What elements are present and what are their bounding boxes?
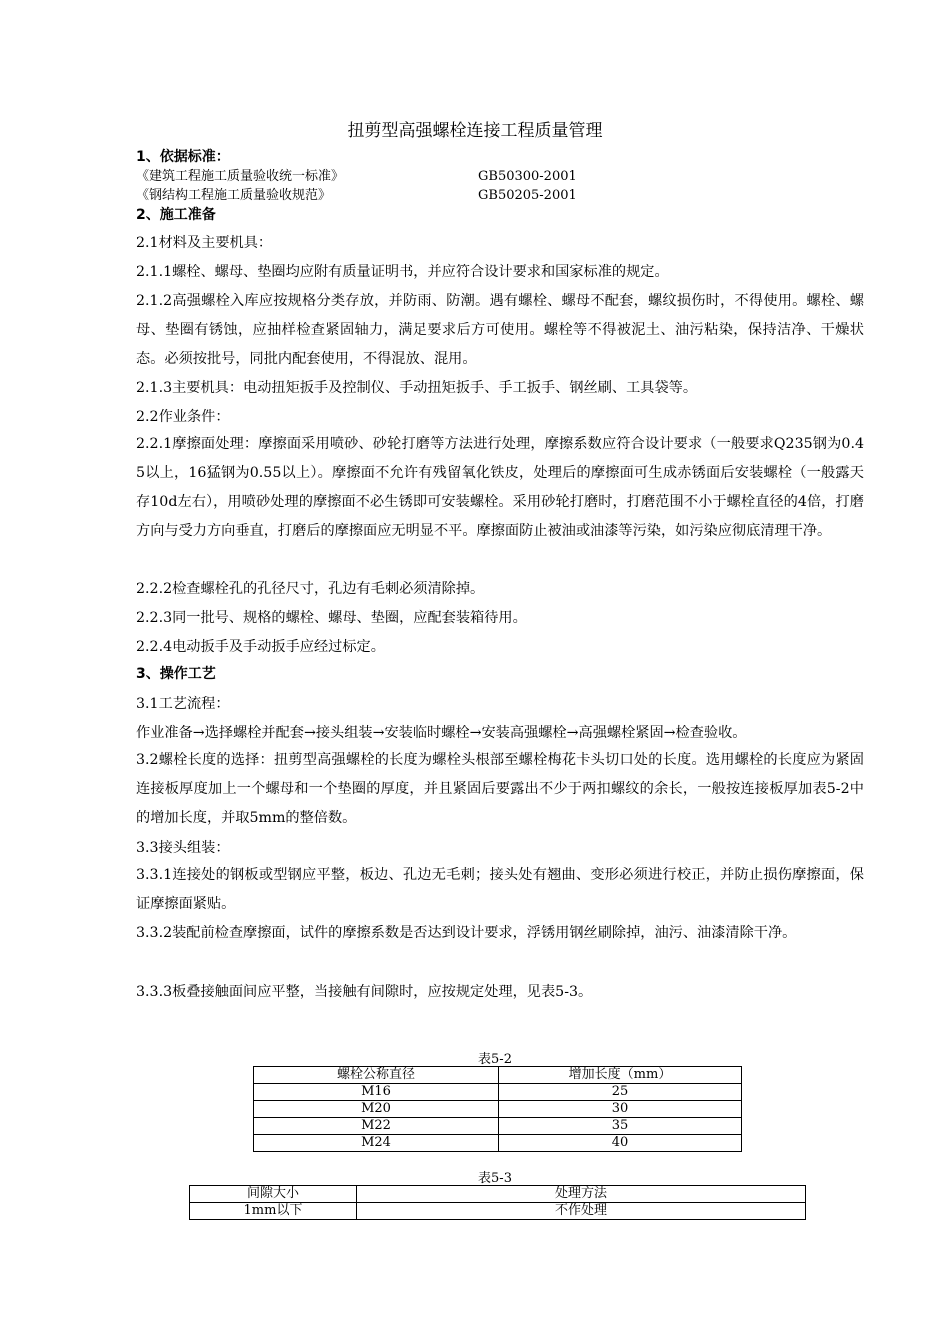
section-3-heading: 3、操作工艺 xyxy=(136,666,216,682)
table-cell: 1mm以下 xyxy=(190,1203,357,1220)
para-2-1-2: 2.1.2高强螺栓入库应按规格分类存放，并防雨、防潮。遇有螺栓、螺母不配套，螺纹损伤时，不得使用。螺栓、螺母、垫圈有锈蚀，应抽样检查紧固轴力，满足要求后方可使用。螺栓等不得被泥土、油污粘染，保持洁净、干燥状态。必须按批号，同批内配套使用，不得混放、混用。 xyxy=(136,293,864,367)
section-1-heading: 1、依据标准： xyxy=(136,149,230,165)
table-row xyxy=(254,1135,742,1152)
table-5-2-caption: 表5-2 xyxy=(478,1052,512,1067)
para-3-3: 3.3接头组装： xyxy=(136,840,230,856)
table-cell: M24 xyxy=(254,1135,499,1152)
para-2-1-3: 2.1.3主要机具：电动扭矩扳手及控制仪、手动扭矩扳手、手工扳手、钢丝刷、工具袋等。 xyxy=(136,380,698,396)
para-2-2-1: 2.2.1摩擦面处理：摩擦面采用喷砂、砂轮打磨等方法进行处理，摩擦系数应符合设计要求（一般要求Q235钢为0.45以上，16猛钢为0.55以上）。摩擦面不允许有残留氧化铁皮，处理后的摩擦面可生成赤锈面后安装螺栓（一般露天存10d左右），用喷砂处理的摩擦面不必生锈即可安装螺栓。采用砂轮打磨时，打磨范围不小于螺栓直径的4倍，打磨方向与受力方向垂直，打磨后的摩擦面应无明显不平。摩擦面防止被油或油漆等污染，如污染应彻底清理干净。 xyxy=(136,436,864,539)
para-2-2: 2.2作业条件： xyxy=(136,409,230,425)
table-cell: 30 xyxy=(499,1101,742,1118)
para-2-1-1: 2.1.1螺栓、螺母、垫圈均应附有质量证明书，并应符合设计要求和国家标准的规定。 xyxy=(136,264,669,280)
table-5-3-caption: 表5-3 xyxy=(478,1171,512,1186)
para-process-flow: 作业准备→选择螺栓并配套→接头组装→安装临时螺栓→安装高强螺栓→高强螺栓紧固→检查验收。 xyxy=(136,725,747,741)
standard-name: 《建筑工程施工质量验收统一标准》 xyxy=(136,169,345,184)
table-5-2 xyxy=(253,1066,742,1152)
para-2-2-2: 2.2.2检查螺栓孔的孔径尺寸，孔边有毛刺必须清除掉。 xyxy=(136,581,485,597)
standard-name: 《钢结构工程施工质量验收规范》 xyxy=(136,188,332,203)
para-3-3-1: 3.3.1连接处的钢板或型钢应平整，板边、孔边无毛刺；接头处有翘曲、变形必须进行校正，并防止损伤摩擦面，保证摩擦面紧贴。 xyxy=(136,867,864,912)
table-row xyxy=(254,1101,742,1118)
para-3-2: 3.2螺栓长度的选择：扭剪型高强螺栓的长度为螺栓头根部至螺栓梅花卡头切口处的长度。选用螺栓的长度应为紧固连接板厚度加上一个螺母和一个垫圈的厚度，并且紧固后要露出不少于两扣螺纹的余长，一般按连接板厚加表5-2中的增加长度，并取5mm的整倍数。 xyxy=(136,752,864,826)
table-header-row xyxy=(254,1067,742,1084)
table-header-row xyxy=(190,1186,806,1203)
table-cell: M20 xyxy=(254,1101,499,1118)
table-cell: 40 xyxy=(499,1135,742,1152)
para-3-3-2: 3.3.2装配前检查摩擦面，试件的摩擦系数是否达到设计要求，浮锈用钢丝刷除掉，油污、油漆清除干净。 xyxy=(136,925,797,941)
table-header-cell: 增加长度（mm） xyxy=(499,1067,742,1084)
section-2-heading: 2、施工准备 xyxy=(136,207,216,223)
document-title: 扭剪型高强螺栓连接工程质量管理 xyxy=(347,121,603,141)
para-2-2-3: 2.2.3同一批号、规格的螺栓、螺母、垫圈，应配套装箱待用。 xyxy=(136,610,527,626)
para-2-2-4: 2.2.4电动扳手及手动扳手应经过标定。 xyxy=(136,639,385,655)
table-row xyxy=(254,1118,742,1135)
table-row xyxy=(254,1084,742,1101)
table-row xyxy=(190,1203,806,1220)
para-2-1: 2.1材料及主要机具： xyxy=(136,235,273,251)
table-cell: 35 xyxy=(499,1118,742,1135)
standard-item xyxy=(136,187,577,204)
standard-item xyxy=(136,168,577,185)
table-5-3 xyxy=(189,1185,806,1220)
standard-code: GB50300-2001 xyxy=(478,169,577,184)
para-3-1: 3.1工艺流程： xyxy=(136,696,230,712)
table-cell: 不作处理 xyxy=(357,1203,806,1220)
para-3-3-3: 3.3.3板叠接触面间应平整，当接触有间隙时，应按规定处理，见表5-3。 xyxy=(136,984,593,1000)
table-cell: 25 xyxy=(499,1084,742,1101)
table-header-cell: 处理方法 xyxy=(357,1186,806,1203)
table-header-cell: 螺栓公称直径 xyxy=(254,1067,499,1084)
standard-code: GB50205-2001 xyxy=(478,188,577,203)
table-cell: M22 xyxy=(254,1118,499,1135)
table-header-cell: 间隙大小 xyxy=(190,1186,357,1203)
table-cell: M16 xyxy=(254,1084,499,1101)
